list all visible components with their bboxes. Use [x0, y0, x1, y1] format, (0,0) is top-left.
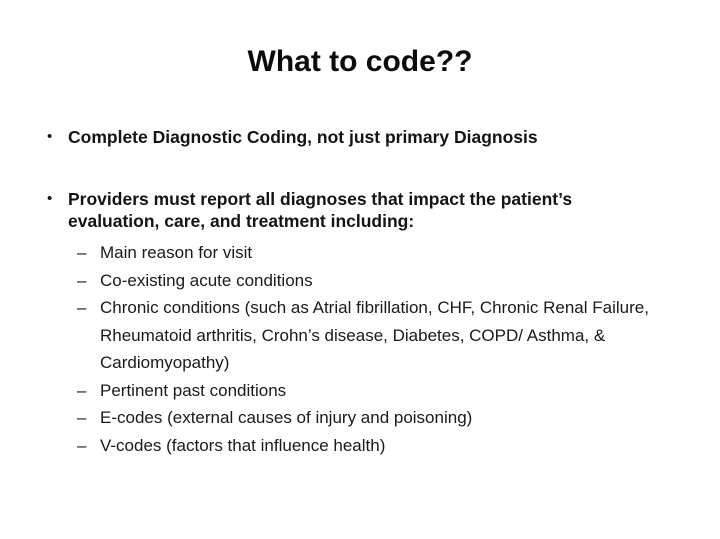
dash-icon: – — [77, 408, 87, 427]
sub-bullet-item — [68, 377, 667, 405]
sub-bullet-list — [68, 239, 667, 459]
slide-title: What to code?? — [247, 45, 473, 78]
bullet-text: Providers must report all diagnoses that impact the patient’s evaluation, care, and treatment including: — [68, 189, 573, 231]
sub-bullet-text: E-codes (external causes of injury and poisoning) — [100, 408, 473, 427]
dash-icon: – — [77, 270, 87, 290]
dash-icon: – — [77, 380, 87, 400]
sub-bullet-item — [68, 432, 667, 460]
slide-body — [45, 126, 667, 499]
sub-bullet-item — [68, 404, 667, 432]
bullet-item-2 — [45, 188, 667, 459]
sub-bullet-item — [68, 267, 667, 295]
bullet-item-1 — [45, 126, 667, 148]
sub-bullet-text: Pertinent past conditions — [100, 380, 287, 400]
dash-icon: – — [77, 298, 87, 317]
sub-bullet-text: V-codes (factors that influence health) — [100, 435, 386, 455]
sub-bullet-text: Co-existing acute conditions — [100, 270, 313, 290]
dash-icon: – — [77, 243, 87, 262]
bullet-text: Complete Diagnostic Coding, not just primary Diagnosis — [68, 127, 538, 147]
bullet-icon: • — [47, 190, 53, 207]
sub-bullet-item — [68, 239, 667, 267]
dash-icon: – — [77, 435, 87, 455]
bullet-icon: • — [47, 128, 53, 145]
sub-bullet-text: Main reason for visit — [100, 243, 253, 262]
sub-bullet-text: Chronic conditions (such as Atrial fibrillation, CHF, Chronic Renal Failure, Rheumatoid arthritis, Crohn’s disease, Diabetes, COPD/ Asthma, & Cardiomyopathy) — [100, 298, 649, 372]
sub-bullet-item — [68, 294, 667, 377]
